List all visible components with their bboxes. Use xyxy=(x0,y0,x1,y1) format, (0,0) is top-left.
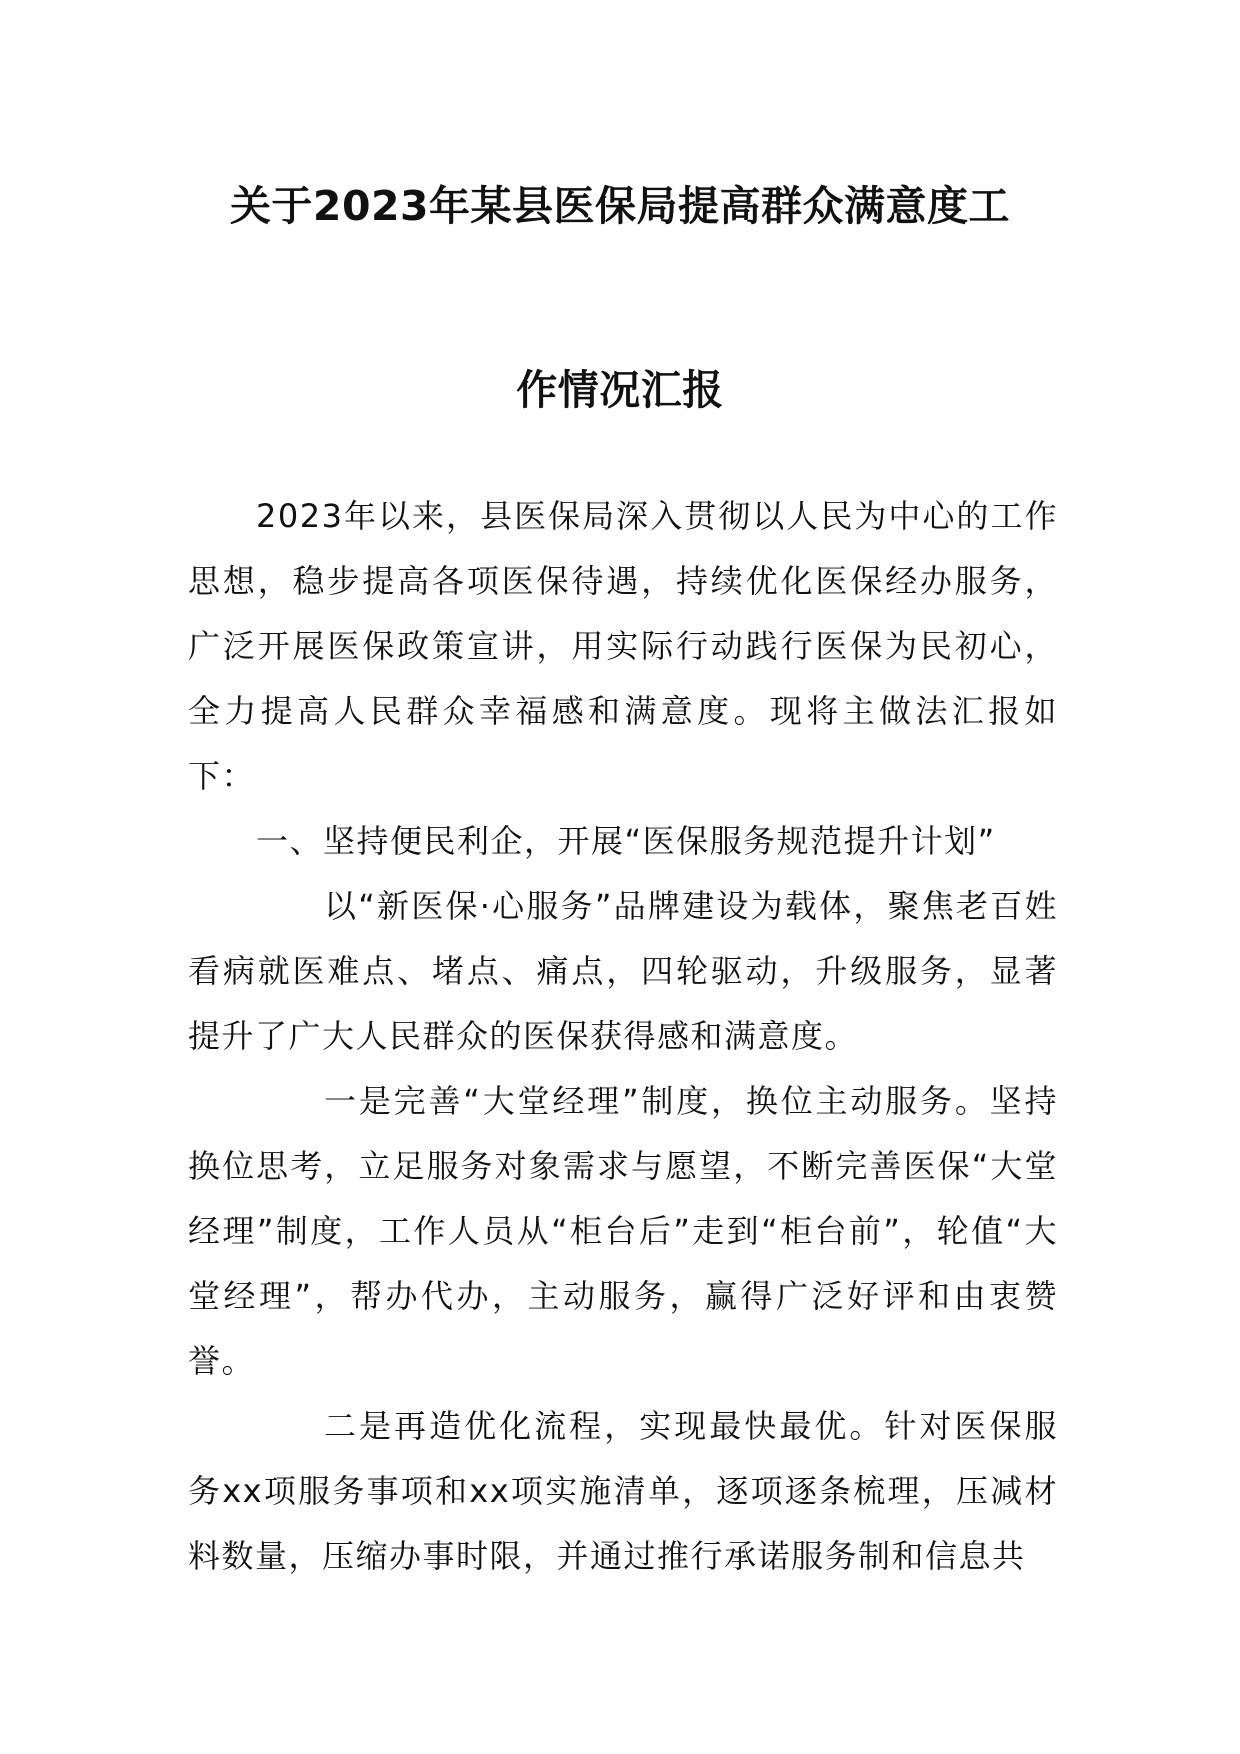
section-summary-paragraph: 以“新医保·心服务”品牌建设为载体，聚焦老百姓看病就医难点、堵点、痛点，四轮驱动，升级服务，显著提升了广大人民群众的医保获得感和满意度。 xyxy=(188,887,1058,1055)
document-title-line-1: 关于2023年某县医保局提高群众满意度工 xyxy=(229,182,1011,230)
section-heading-1: 一、坚持便民利企，开展“医保服务规范提升计划” xyxy=(256,822,996,860)
point-one-paragraph: 一是完善“大堂经理”制度，换位主动服务。坚持换位思考，立足服务对象需求与愿望，不断完善医保“大堂经理”制度，工作人员从“柜台后”走到“柜台前”，轮值“大堂经理”，帮办代办，主动服务，赢得广泛好评和由衷赞誉。 xyxy=(188,1082,1058,1380)
intro-paragraph: 2023年以来，县医保局深入贯彻以人民为中心的工作思想，稳步提高各项医保待遇，持续优化医保经办服务，广泛开展医保政策宣讲，用实际行动践行医保为民初心，全力提高人民群众幸福感和满意度。现将主做法汇报如下： xyxy=(188,497,1058,795)
document-title-line-2: 作情况汇报 xyxy=(516,366,724,414)
point-two-paragraph: 二是再造优化流程，实现最快最优。针对医保服务xx项服务事项和xx项实施清单，逐项逐条梳理，压减材料数量，压缩办事时限，并通过推行承诺服务制和信息共 xyxy=(188,1407,1058,1575)
document-body xyxy=(188,484,1058,1589)
